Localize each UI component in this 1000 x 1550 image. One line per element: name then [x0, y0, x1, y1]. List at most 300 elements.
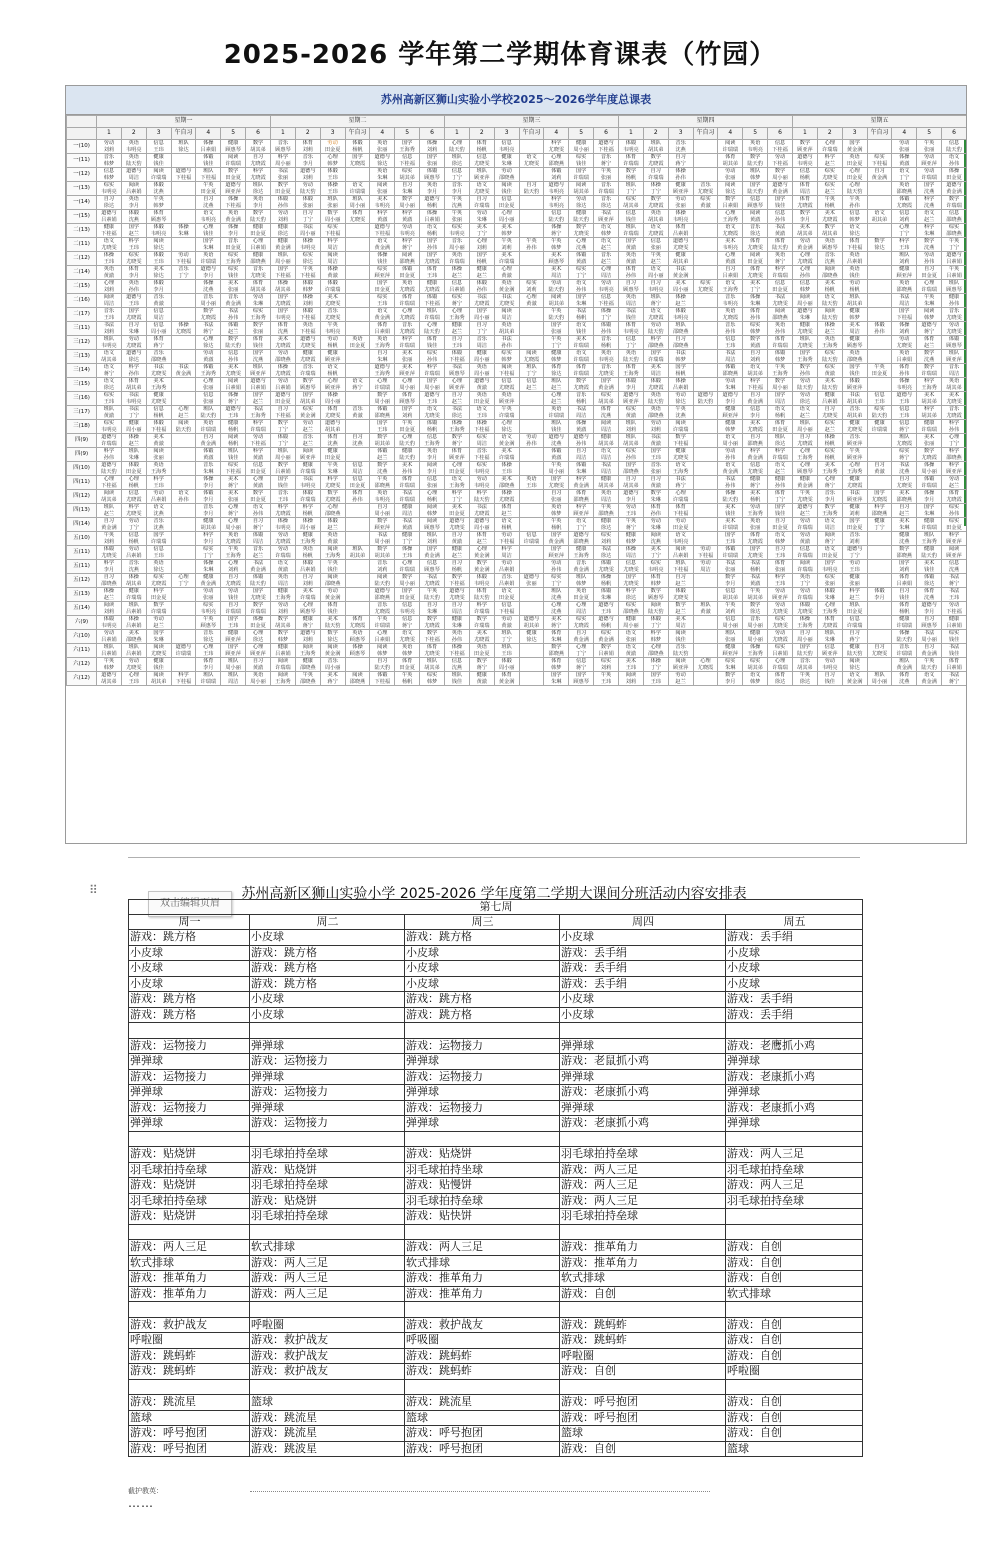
timetable-cell [917, 560, 942, 574]
timetable-cell [196, 560, 221, 574]
teacher-text: 韦明亮 [125, 146, 142, 153]
teacher-text: 邵晓燕 [324, 510, 341, 517]
teacher-text: 田金夏 [349, 342, 366, 349]
teacher-text: 王海秀 [449, 482, 465, 489]
subject-text: 道德与 [797, 308, 813, 314]
teacher-text: 周小丽 [399, 384, 415, 391]
teacher-text: 徐达 [551, 370, 562, 377]
timetable-cell [196, 672, 221, 686]
timetable-cell [370, 448, 395, 462]
teacher-text: 王海秀 [797, 454, 813, 461]
timetable-cell [494, 504, 519, 518]
subject-text: 国学 [401, 588, 413, 594]
subject-text: 体操 [799, 616, 811, 622]
day-header: 周二 [250, 915, 405, 930]
timetable-cell [842, 560, 867, 574]
timetable-cell [867, 448, 892, 462]
subject-text: 国学 [128, 308, 139, 314]
timetable-cell [693, 392, 718, 406]
teacher-text: 沈燕 [824, 258, 835, 265]
subject-text: 心理 [600, 266, 612, 272]
subject-text: 国学 [575, 294, 587, 300]
teacher-text: 韦明亮 [101, 188, 117, 195]
teacher-text: 下桂福 [772, 146, 788, 153]
timetable-cell [867, 546, 892, 560]
subject-text: 道德与 [424, 196, 440, 202]
teacher-text: 丁宁 [476, 328, 487, 335]
teacher-text: 许瑞瑞 [225, 160, 241, 167]
subject-text: 数学 [725, 672, 736, 678]
teacher-text: 杨帆 [476, 258, 487, 265]
subject-text: 英语 [128, 154, 139, 160]
timetable-cell [196, 182, 221, 196]
teacher-text: 王海秀 [623, 370, 639, 377]
activity-row [129, 1116, 863, 1132]
teacher-text: 孙伟 [675, 174, 686, 181]
teacher-text: 许瑞瑞 [672, 496, 689, 503]
subject-text: 音乐 [675, 644, 686, 650]
timetable-cell [221, 378, 246, 392]
timetable-cell [420, 294, 445, 308]
teacher-text: 王海秀 [921, 538, 937, 545]
teacher-text: 孙伟 [899, 370, 910, 377]
timetable-cell [743, 630, 768, 644]
teacher-text: 胡其弟 [349, 552, 366, 559]
timetable-cell [271, 630, 296, 644]
teacher-text: 孙伟 [426, 356, 438, 363]
subject-text: 美术 [749, 420, 761, 426]
teacher-text: 王海秀 [299, 538, 316, 545]
teacher-text: 邵晓燕 [747, 440, 763, 447]
teacher-text: 尤晓雯 [747, 244, 763, 251]
subject-text: 英语 [948, 378, 960, 384]
timetable-cell [395, 518, 420, 532]
timetable-cell [420, 336, 445, 350]
timetable-cell [668, 630, 693, 644]
subject-text: 自习 [650, 168, 661, 174]
teacher-text: 陆天豹 [647, 608, 664, 615]
timetable-cell [619, 336, 644, 350]
timetable-cell [743, 420, 768, 434]
timetable-cell [221, 588, 246, 602]
timetable-cell [320, 630, 345, 644]
teacher-text: 刘莉 [302, 580, 313, 587]
activity-cell: 游戏：自创 [726, 1317, 863, 1333]
timetable-cell [345, 672, 370, 686]
teacher-text: 杨帆 [600, 342, 612, 349]
teacher-text: 胡其弟 [797, 664, 813, 671]
activity-cell: 游戏：跳方格 [405, 992, 560, 1008]
timetable-cell [842, 224, 867, 238]
timetable-cell [917, 378, 942, 392]
timetable-cell [768, 168, 793, 182]
timetable-cell [295, 140, 320, 154]
subject-text: 音乐 [252, 546, 264, 552]
teacher-text: 邵晓燕 [896, 496, 913, 503]
subject-text: 综实 [725, 658, 736, 664]
group-spacer-row [129, 1302, 863, 1318]
timetable-cell [917, 588, 942, 602]
teacher-text: 田金夏 [250, 496, 266, 503]
teacher-text: 尤晓霞 [175, 328, 192, 335]
timetable-cell [370, 392, 395, 406]
teacher-text: 周小丽 [473, 370, 490, 377]
subject-text: 心理 [377, 630, 388, 636]
timetable-cell [867, 476, 892, 490]
timetable-row [67, 560, 967, 574]
timetable-cell [693, 140, 718, 154]
timetable-cell [569, 406, 594, 420]
timetable-cell [594, 602, 619, 616]
subject-text: 阅读 [377, 574, 388, 580]
class-label: 一(14) [67, 196, 97, 210]
subject-text: 语文 [774, 406, 786, 412]
teacher-text: 韦明亮 [623, 146, 639, 153]
timetable-cell [569, 658, 594, 672]
activity-cell: 游戏：丢手绢 [726, 1007, 863, 1023]
subject-text: 美术 [899, 490, 910, 496]
timetable-cell [544, 308, 569, 322]
teacher-text: 尤晓雯 [125, 664, 142, 671]
timetable-cell [295, 490, 320, 504]
subject-text: 综实 [774, 616, 786, 622]
timetable-cell [793, 294, 818, 308]
subject-text: 阅读 [575, 182, 587, 188]
timetable-cell [295, 448, 320, 462]
subject-text: 英语 [476, 392, 487, 398]
timetable-cell [942, 448, 967, 462]
timetable-cell [97, 252, 122, 266]
teacher-text: 尤晓雯 [150, 370, 167, 377]
teacher-text: 王玮 [377, 300, 388, 307]
timetable-cell [295, 476, 320, 490]
teacher-text: 黄金满 [299, 412, 316, 419]
edit-header-button[interactable]: 双击编辑页眉 [148, 891, 232, 917]
timetable-cell [867, 672, 892, 686]
teacher-text: 杨帆 [501, 524, 512, 531]
timetable-cell [519, 434, 544, 448]
activity-cell: 羽毛球拍持垒球 [250, 1209, 405, 1225]
activity-cell: 游戏：跳流星 [250, 1426, 405, 1442]
subject-text: 科学 [451, 490, 463, 496]
subject-text: 阅读 [227, 434, 239, 440]
teacher-text: 王海秀 [374, 342, 391, 349]
teacher-text: 蒋宁 [675, 482, 686, 489]
timetable-cell [246, 350, 271, 364]
subject-text: 综实 [600, 658, 612, 664]
timetable-cell [917, 308, 942, 322]
timetable-cell [196, 378, 221, 392]
teacher-text: 孙伟 [874, 328, 885, 335]
teacher-text: 韩梦 [725, 426, 736, 433]
subject-text: 自习 [451, 532, 463, 538]
timetable-cell [146, 448, 171, 462]
timetable-cell [643, 392, 668, 406]
subject-text: 自习 [675, 336, 686, 342]
period-header: 午自习 [345, 128, 370, 140]
subject-text: 劳动 [302, 182, 313, 188]
teacher-text: 丁宁 [625, 342, 637, 349]
teacher-text: 吕素娟 [821, 398, 838, 405]
subject-text: 午英 [725, 602, 736, 608]
subject-text: 道德与 [598, 602, 614, 608]
teacher-text: 尤晓雯 [598, 566, 614, 573]
subject-text: 综实 [575, 266, 587, 272]
teacher-text: 胡其弟 [871, 216, 888, 223]
drag-handle-icon[interactable]: ⠿ [89, 883, 98, 897]
teacher-text: 尤晓霞 [772, 636, 788, 643]
timetable-cell [469, 602, 494, 616]
timetable-cell [196, 490, 221, 504]
timetable-cell [469, 140, 494, 154]
teacher-text: 顾亚萍 [449, 384, 465, 391]
teacher-text: 朱琳 [725, 384, 736, 391]
teacher-text: 周小丽 [797, 300, 813, 307]
timetable-cell [445, 140, 470, 154]
teacher-text: 丁宁 [650, 664, 661, 671]
timetable-cell [395, 196, 420, 210]
timetable-cell [171, 560, 196, 574]
subject-text: 体操 [327, 266, 338, 272]
teacher-text: 周小丽 [747, 622, 763, 629]
subject-text: 英语 [650, 210, 661, 216]
timetable-cell [519, 238, 544, 252]
subject-text: 语文 [923, 210, 935, 216]
timetable-cell [619, 644, 644, 658]
subject-text: 综实 [377, 266, 388, 272]
subject-text: 书法 [501, 336, 512, 342]
subject-text: 午英 [526, 238, 537, 244]
timetable-cell [420, 322, 445, 336]
subject-text: 科学 [824, 154, 835, 160]
subject-text: 体育 [203, 658, 214, 664]
timetable-cell [892, 434, 917, 448]
timetable-cell [942, 196, 967, 210]
teacher-text: 田金夏 [349, 482, 366, 489]
subject-text: 语文 [352, 378, 363, 384]
teacher-text: 尤晓雯 [473, 188, 490, 195]
timetable-cell [420, 462, 445, 476]
teacher-text: 邵晓燕 [896, 552, 913, 559]
subject-text: 心理 [799, 448, 811, 454]
subject-text: 健康 [849, 308, 860, 314]
subject-text: 音乐 [103, 308, 115, 314]
period-header: 1 [445, 128, 470, 140]
timetable-cell [246, 602, 271, 616]
teacher-text: 田金夏 [846, 160, 863, 167]
timetable-cell [768, 378, 793, 392]
timetable-cell [295, 350, 320, 364]
subject-text: 体育 [426, 336, 438, 342]
timetable-cell [171, 252, 196, 266]
timetable-cell [643, 518, 668, 532]
timetable-cell [917, 392, 942, 406]
subject-text: 体锻 [874, 588, 885, 594]
teacher-text: 陆天豹 [921, 664, 937, 671]
subject-text: 语文 [774, 532, 786, 538]
teacher-text: 赵兰 [849, 594, 860, 601]
subject-text: 书法 [749, 574, 761, 580]
period-header: 4 [892, 128, 917, 140]
activity-cell: 篮球 [726, 1441, 863, 1457]
activity-cell: 游戏：救护战友 [250, 1364, 405, 1380]
subject-text: 体操 [600, 574, 612, 580]
timetable-cell [743, 588, 768, 602]
timetable-cell [594, 560, 619, 574]
timetable-cell [345, 182, 370, 196]
teacher-text: 黄金满 [573, 636, 589, 643]
subject-text: 体操 [749, 294, 761, 300]
timetable-cell [295, 518, 320, 532]
timetable-cell [469, 336, 494, 350]
subject-text: 健康 [874, 518, 885, 524]
teacher-text: 朱琳 [749, 300, 761, 307]
teacher-text: 下桂福 [424, 636, 440, 643]
timetable-row [67, 266, 967, 280]
timetable-cell [121, 518, 146, 532]
subject-text: 心理 [327, 504, 338, 510]
subject-text: 科学 [749, 378, 761, 384]
teacher-text: 蒋宁 [824, 538, 835, 545]
teacher-text: 顾亚萍 [225, 636, 241, 643]
teacher-text: 田金夏 [473, 650, 490, 657]
subject-text: 英语 [426, 448, 438, 454]
timetable-cell [743, 210, 768, 224]
subject-text: 体育 [749, 266, 761, 272]
teacher-text: 尤晓雯 [946, 314, 962, 321]
subject-text: 班队 [849, 294, 860, 300]
timetable-cell [295, 308, 320, 322]
subject-text: 健康 [128, 588, 139, 594]
timetable-cell [917, 294, 942, 308]
subject-text: 劳动 [799, 532, 811, 538]
activity-cell: 游戏：跳方格 [250, 976, 405, 992]
timetable-cell [221, 616, 246, 630]
timetable-cell [668, 616, 693, 630]
subject-text: 科学 [874, 504, 885, 510]
timetable-cell [942, 308, 967, 322]
teacher-text: 胡其弟 [946, 384, 962, 391]
subject-text: 科学 [923, 224, 935, 230]
teacher-text: 尤晓霞 [523, 356, 540, 363]
timetable-cell [146, 182, 171, 196]
activity-cell: 游戏：运物接力 [405, 1038, 560, 1054]
class-label: 三(13) [67, 350, 97, 364]
subject-text: 体锻 [153, 252, 164, 258]
timetable-cell [271, 546, 296, 560]
timetable-cell [768, 336, 793, 350]
teacher-text: 杨帆 [749, 566, 761, 573]
teacher-text: 许瑞瑞 [647, 174, 664, 181]
subject-text: 信息 [401, 602, 413, 608]
activity-row [129, 1348, 863, 1364]
teacher-text: 许瑞瑞 [921, 370, 937, 377]
subject-text: 美术 [227, 280, 239, 286]
timetable-cell [370, 518, 395, 532]
timetable-cell [594, 154, 619, 168]
teacher-text: 尤晓雯 [101, 552, 117, 559]
timetable-cell [171, 532, 196, 546]
subject-text: 劳动 [799, 392, 811, 398]
subject-text: 综实 [551, 574, 562, 580]
subject-text: 阅读 [849, 658, 860, 664]
subject-text: 道德与 [299, 168, 316, 174]
subject-text: 科学 [749, 448, 761, 454]
timetable-cell [693, 560, 718, 574]
teacher-text: 许瑞瑞 [772, 272, 788, 279]
teacher-text: 韦明亮 [722, 244, 739, 251]
subject-text: 劳动 [700, 560, 711, 566]
teacher-text: 徐达 [327, 636, 338, 643]
subject-text: 道德与 [473, 518, 490, 524]
timetable-cell [171, 546, 196, 560]
teacher-text: 黄金满 [921, 650, 937, 657]
subject-text: 国学 [476, 252, 487, 258]
timetable-cell [693, 462, 718, 476]
timetable-cell [793, 252, 818, 266]
subject-text: 阅读 [426, 518, 438, 524]
teacher-text: 许瑞瑞 [473, 608, 490, 615]
teacher-text: 赵兰 [302, 440, 313, 447]
class-label: 二(17) [67, 308, 97, 322]
activity-row [129, 1286, 863, 1302]
teacher-text: 孙伟 [575, 286, 587, 293]
timetable-cell [793, 168, 818, 182]
teacher-text: 尤晓雯 [449, 594, 465, 601]
timetable-cell [395, 378, 420, 392]
teacher-text: 尤晓雯 [225, 370, 241, 377]
timetable-cell [942, 504, 967, 518]
timetable-cell [693, 504, 718, 518]
subject-text: 语文 [401, 630, 413, 636]
teacher-text: 丁宁 [302, 216, 313, 223]
teacher-text: 王玮 [650, 454, 661, 461]
teacher-text: 周洁 [103, 300, 115, 307]
class-label: 二(16) [67, 294, 97, 308]
subject-text: 书法 [849, 392, 860, 398]
timetable-cell [420, 574, 445, 588]
timetable-cell [320, 532, 345, 546]
timetable-cell [594, 504, 619, 518]
teacher-text: 周小丽 [200, 300, 217, 307]
timetable-cell [271, 588, 296, 602]
timetable-cell [494, 406, 519, 420]
teacher-text: 赵兰 [650, 258, 661, 265]
subject-text: 班队 [476, 168, 487, 174]
timetable-cell [121, 420, 146, 434]
empty-cell [250, 1379, 405, 1395]
subject-text: 信息 [153, 406, 164, 412]
timetable-cell [171, 154, 196, 168]
timetable-cell [469, 182, 494, 196]
class-label: 六(12) [67, 672, 97, 686]
timetable-cell [196, 322, 221, 336]
subject-text: 午英 [103, 658, 115, 664]
timetable-cell [867, 462, 892, 476]
period-header: 5 [395, 128, 420, 140]
activity-cell: 游戏：运物接力 [405, 1100, 560, 1116]
timetable-cell [768, 364, 793, 378]
teacher-text: 韩梦 [923, 314, 935, 321]
timetable-cell [668, 154, 693, 168]
subject-text: 劳动 [923, 168, 935, 174]
subject-text: 数学 [650, 154, 661, 160]
timetable-cell [544, 602, 569, 616]
subject-text: 信息 [153, 546, 164, 552]
timetable-cell [892, 336, 917, 350]
teacher-text: 田金夏 [747, 258, 763, 265]
subject-text: 午英 [625, 518, 637, 524]
